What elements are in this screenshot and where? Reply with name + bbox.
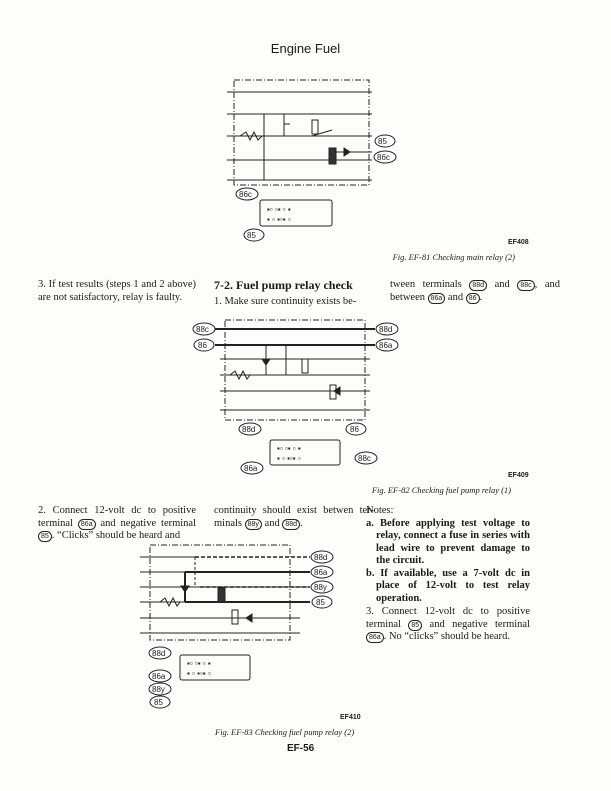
text: 88d (314, 553, 328, 562)
continuity-text (390, 279, 560, 304)
page-header: Engine Fuel (270, 41, 341, 56)
svg-text:▪ ▫ ▪▫▪ ▫: ▪ ▫ ▪▫▪ ▫ (277, 454, 301, 463)
step-2-text (38, 505, 196, 543)
figure-code: EF408 (508, 239, 529, 246)
text: tween terminals (390, 279, 462, 290)
text: 88c (358, 454, 371, 463)
text: 88c (196, 325, 209, 334)
text: 86 (350, 425, 359, 434)
fuel-pump-relay-diagram-2 (140, 540, 340, 710)
text: . “Clicks” should be heard and (51, 530, 181, 541)
svg-text:▪▫ ▫▪ ▫ ▪: ▪▫ ▫▪ ▫ ▪ (277, 444, 301, 453)
text: and (447, 291, 464, 303)
terminal-85: 85 (378, 137, 387, 146)
text: 88d (242, 425, 256, 434)
text: . No “clicks” should be heard. (383, 631, 510, 642)
text: 85 (154, 698, 163, 707)
terminal-label: 88d (282, 519, 300, 530)
terminal-label: 86 (466, 293, 480, 304)
svg-text:▪▫ ▫▪ ▫ ▪: ▪▫ ▫▪ ▫ ▪ (187, 659, 211, 668)
note-a: a. Before applying test voltage to relay, connect a fuse in series with lead wire to prevent damage to the circuit. (366, 517, 530, 566)
terminal-label: 88c (517, 280, 534, 291)
svg-text:▪ ▫ ▪▫▪ ▫: ▪ ▫ ▪▫▪ ▫ (187, 669, 211, 678)
text: , and between (390, 279, 560, 303)
text: 86c (239, 190, 252, 199)
text: 88y (152, 685, 165, 694)
text: . (479, 291, 483, 303)
svg-text:▪▫ ▫▪ ▫ ▪: ▪▫ ▫▪ ▫ ▪ (267, 205, 291, 214)
text: 3. Connect 12-volt dc to positive terminal (366, 606, 530, 630)
text: 86 (198, 341, 207, 350)
terminal-label: 85 (408, 620, 422, 631)
terminal-label: 85 (38, 531, 52, 542)
terminal-label: 86a (366, 632, 384, 643)
figure-code: EF409 (508, 472, 529, 479)
text: 88d (152, 649, 166, 658)
step-2-continuation (214, 505, 374, 530)
fuel-pump-relay-diagram-1 (190, 315, 405, 475)
text: and (264, 517, 280, 529)
main-relay-diagram (222, 72, 412, 247)
text: 86a (244, 464, 258, 473)
figure-caption: Fig. EF-82 Checking fuel pump relay (1) (371, 485, 511, 495)
figure-caption: Fig. EF-83 Checking fuel pump relay (2) (215, 727, 355, 737)
note-b: b. If available, use a 7-volt dc in place of 12-volt to test relay operation. (366, 567, 530, 604)
text: 86a (152, 672, 166, 681)
terminal-label: 86a (78, 519, 96, 530)
figure-code: EF410 (340, 714, 361, 721)
terminal-label: 86a (428, 293, 446, 304)
text: 86a (379, 341, 393, 350)
text: 85 (316, 598, 325, 607)
text: 85 (247, 231, 256, 240)
notes-block (366, 505, 530, 605)
step-3b-text (366, 606, 530, 644)
page-number: EF-56 (287, 743, 315, 754)
text: and negative terminal (100, 517, 197, 529)
text: . (300, 517, 303, 529)
terminal-label: 88d (469, 280, 487, 291)
text: 88y (314, 583, 327, 592)
text: 86a (314, 568, 328, 577)
svg-text:▪ ▫ ▪▫▪ ▫: ▪ ▫ ▪▫▪ ▫ (267, 215, 291, 224)
text: continuity should exist betwen ter-minals (214, 505, 374, 529)
text: and (494, 279, 510, 290)
figure-caption: Fig. EF-81 Checking main relay (2) (392, 252, 515, 262)
step-1-text: 1. Make sure continuity exists be- (214, 296, 357, 307)
terminal-86c: 86c (377, 153, 390, 162)
section-heading: 7-2. Fuel pump relay check (214, 278, 353, 292)
text: 2. Connect 12-volt dc to positive terminal (38, 505, 196, 529)
text: 88d (379, 325, 393, 334)
notes-title: Notes: (366, 505, 394, 516)
step-3-text: 3. If test results (steps 1 and 2 above) are not satisfactory, relay is faulty. (38, 279, 196, 303)
terminal-label: 88y (245, 519, 262, 530)
text: and negative terminal (429, 618, 531, 630)
